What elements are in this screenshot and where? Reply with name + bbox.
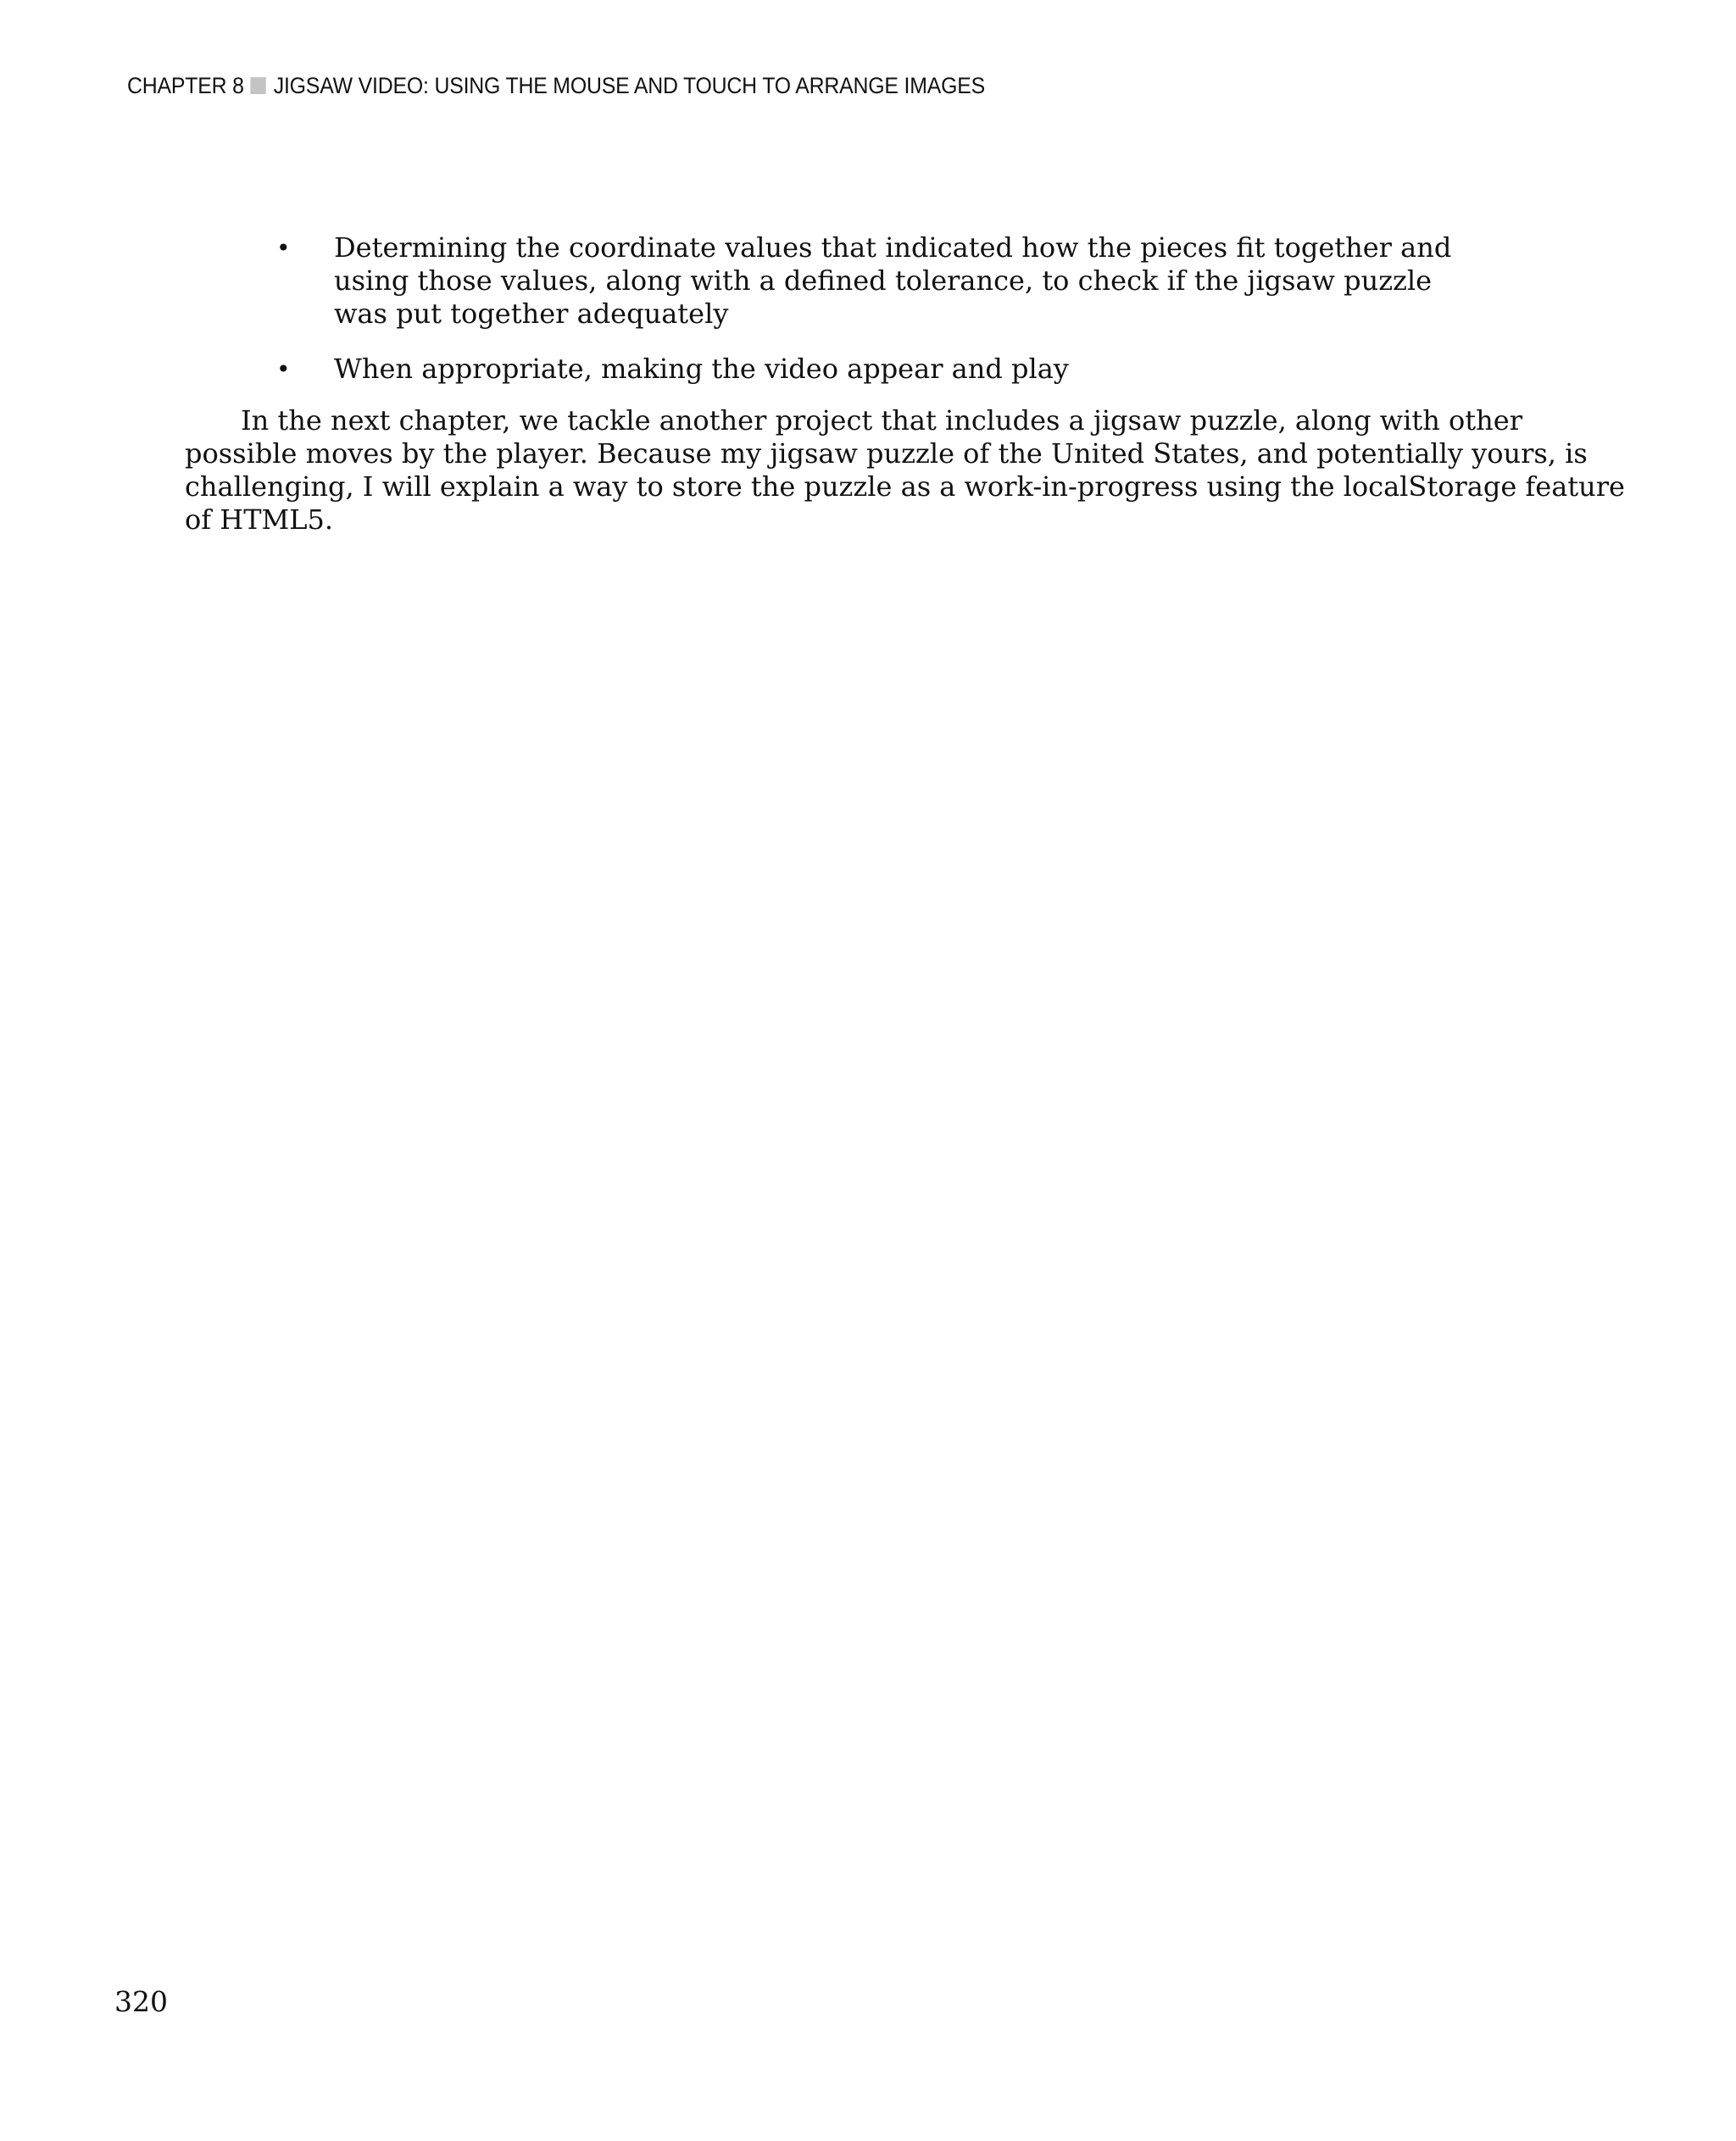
bullet-item-video <box>185 353 1541 386</box>
bullet-line: Determining the coordinate values that indicated how the pieces fit together and <box>334 231 1452 264</box>
bullet-list <box>185 231 1541 386</box>
bullet-item-coordinates <box>185 231 1541 331</box>
bullet-line: When appropriate, making the video appear and play <box>334 353 1069 385</box>
running-head <box>127 73 985 99</box>
bullet-line: was put together adequately <box>334 298 729 330</box>
running-head-separator-square <box>250 77 265 94</box>
paragraph-line: possible moves by the player. Because my jigsaw puzzle of the United States, and potentially yours, is <box>185 437 1588 470</box>
paragraph-line: of HTML5. <box>185 503 334 536</box>
bullet-icon: • <box>276 234 291 262</box>
page-body <box>185 231 1625 537</box>
paragraph-line: In the next chapter, we tackle another project that includes a jigsaw puzzle, along with other <box>241 404 1522 437</box>
bullet-line: using those values, along with a defined tolerance, to check if the jigsaw puzzle <box>334 264 1433 297</box>
running-head-chapter: CHAPTER 8 <box>127 73 244 98</box>
page-number: 320 <box>114 1985 168 2018</box>
paragraph-line: challenging, I will explain a way to store the puzzle as a work-in-progress using the localStorage feature <box>185 470 1625 503</box>
body-paragraph <box>185 404 1625 537</box>
running-head-title: JIGSAW VIDEO: USING THE MOUSE AND TOUCH TO ARRANGE IMAGES <box>273 73 986 98</box>
bullet-icon: • <box>276 355 291 383</box>
